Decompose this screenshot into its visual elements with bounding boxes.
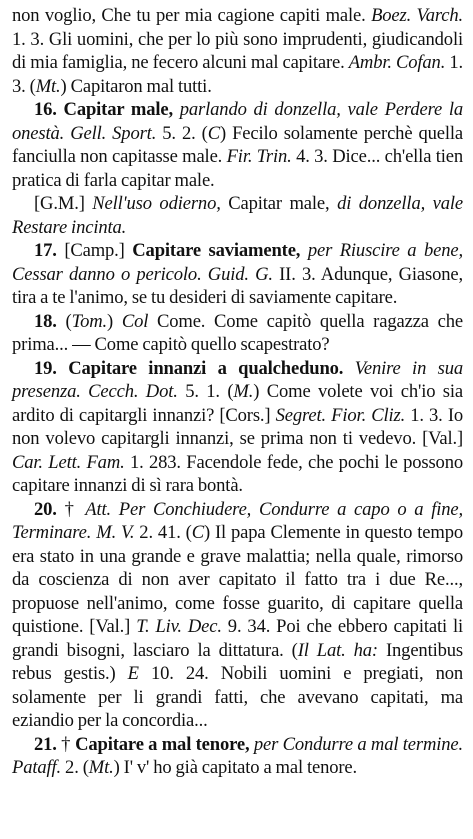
body-text: II. 3. Adunque, Giasone, tira a te l'animo, se tu desideri di saviamente capitare.: [12, 263, 464, 308]
body-text: ) Fecilo solamente perchè quella fanciulla non capitasse male.: [12, 122, 464, 167]
body-text: 9. 34. Poi che ebbero capitati li grandi bisogni, lasciaro la dittatura. (: [12, 616, 463, 661]
italic-text: Fir. Trin.: [226, 146, 292, 167]
body-text: [G.M.]: [34, 193, 93, 214]
italic-text: Il Lat. ha:: [297, 639, 378, 661]
dictionary-entry-paragraph: [12, 310, 463, 357]
body-text: 4. 3. Dice... ch'ella tien pratica di farla capitar male.: [12, 146, 463, 191]
body-text: 5. 2. (: [156, 122, 208, 144]
italic-text: Att. Per Conchiudere, Condurre a capo o a fine, Terminare. M. V.: [12, 498, 464, 543]
body-text: 1. 3. Gli uomini, che per lo più sono imprudenti, giudicandoli di mia famiglia, ne fecero alcuni mal capitare.: [12, 28, 463, 73]
italic-text: Col: [121, 310, 149, 332]
italic-text: Car. Lett. Fam.: [12, 451, 125, 473]
dictionary-entry-paragraph: [12, 498, 463, 733]
body-text: ) Capitaron mal tutti.: [60, 75, 212, 97]
italic-text: parlando di donzella, vale Perdere la onestà. Gell. Sport.: [12, 99, 463, 144]
italic-text: Segret. Fior. Cliz.: [275, 404, 406, 426]
italic-text: C: [191, 522, 204, 543]
entry-heading-text: 16. Capitar male,: [34, 99, 173, 120]
body-text: 1. 3. (: [12, 52, 463, 97]
body-text: Capitar male,: [220, 193, 338, 214]
italic-text: Venire in sua presenza. Cecch. Dot.: [12, 357, 464, 402]
italic-text: T. Liv. Dec.: [136, 616, 222, 637]
body-text: [Camp.]: [56, 240, 133, 261]
italic-text: per Condurre a mal termine. Pataff.: [12, 733, 463, 778]
body-text: Come. Come capitò quella ragazza che prima... — Come capitò quello scapestrato?: [12, 310, 463, 355]
dictionary-entry-paragraph: [12, 357, 463, 498]
entry-heading-text: 21.: [34, 733, 57, 755]
entry-heading-text: Capitare a mal tenore,: [75, 733, 250, 755]
body-text: (: [56, 310, 72, 332]
italic-text: di donzella, vale Restare incinta.: [12, 193, 463, 238]
entry-heading-text: Capitare saviamente,: [132, 240, 301, 261]
italic-text: Ambr. Cofan.: [348, 52, 446, 73]
body-text: 5. 1. (: [177, 381, 234, 402]
body-text: ) I' v' ho già capitato a mal tenore.: [113, 757, 358, 778]
body-text: 1. 3. Io non volevo capitargli innanzi, se prima non ti vedevo. [Val.]: [12, 404, 464, 449]
body-text: 1. 283. Facendole fede, che pochi le possono capitare innanzi di sì rara bontà.: [12, 451, 463, 496]
dictionary-entry-paragraph: [12, 192, 463, 239]
body-text: ) Il papa Clemente in questo tempo era stato in una grande e grave malattia; nella quale, rimorso da coscienza di non aver capitato il fatto tra i due Re..., propuose nell'animo, come fosse guarito, di capitare quella quistione. [Val.]: [12, 522, 463, 637]
italic-text: E: [127, 663, 139, 684]
body-text: Ingentibus rebus gestis.): [12, 639, 463, 684]
italic-text: M.: [233, 381, 254, 402]
dictionary-entry-paragraph: [12, 98, 463, 192]
italic-text: per Riuscire a bene, Cessar danno o pericolo. Guid. G.: [12, 240, 463, 285]
entry-heading-text: 18.: [34, 310, 57, 332]
body-text: non voglio, Che tu per mia cagione capiti male.: [12, 5, 372, 26]
body-text: ) Come volete voi ch'io sia ardito di capitargli innanzi? [Cors.]: [12, 381, 463, 426]
italic-text: Tom.: [71, 310, 108, 332]
body-text: †: [56, 498, 86, 520]
dictionary-entry-paragraph: [12, 4, 463, 98]
entry-heading-text: 19. Capitare innanzi a qualcheduno.: [34, 357, 344, 379]
italic-text: C: [207, 122, 220, 144]
body-text: 2. 41. (: [134, 522, 192, 543]
dictionary-entry-paragraph: [12, 239, 463, 310]
body-text: 2. (: [61, 757, 89, 778]
body-text: †: [56, 733, 76, 755]
italic-text: Mt.: [88, 757, 114, 778]
dictionary-entry-paragraph: [12, 733, 463, 780]
entry-heading-text: 17.: [34, 240, 57, 261]
italic-text: Boez. Varch.: [371, 5, 463, 26]
entry-heading-text: 20.: [34, 498, 57, 520]
body-text: ): [107, 310, 122, 332]
italic-text: Mt.: [35, 75, 61, 97]
body-text: 10. 24. Nobili uomini e pregiati, non solamente per li grandi fatti, che avevano capitati, ma eziandio per la concordia...: [12, 663, 464, 731]
italic-text: Nell'uso odierno,: [92, 193, 221, 214]
